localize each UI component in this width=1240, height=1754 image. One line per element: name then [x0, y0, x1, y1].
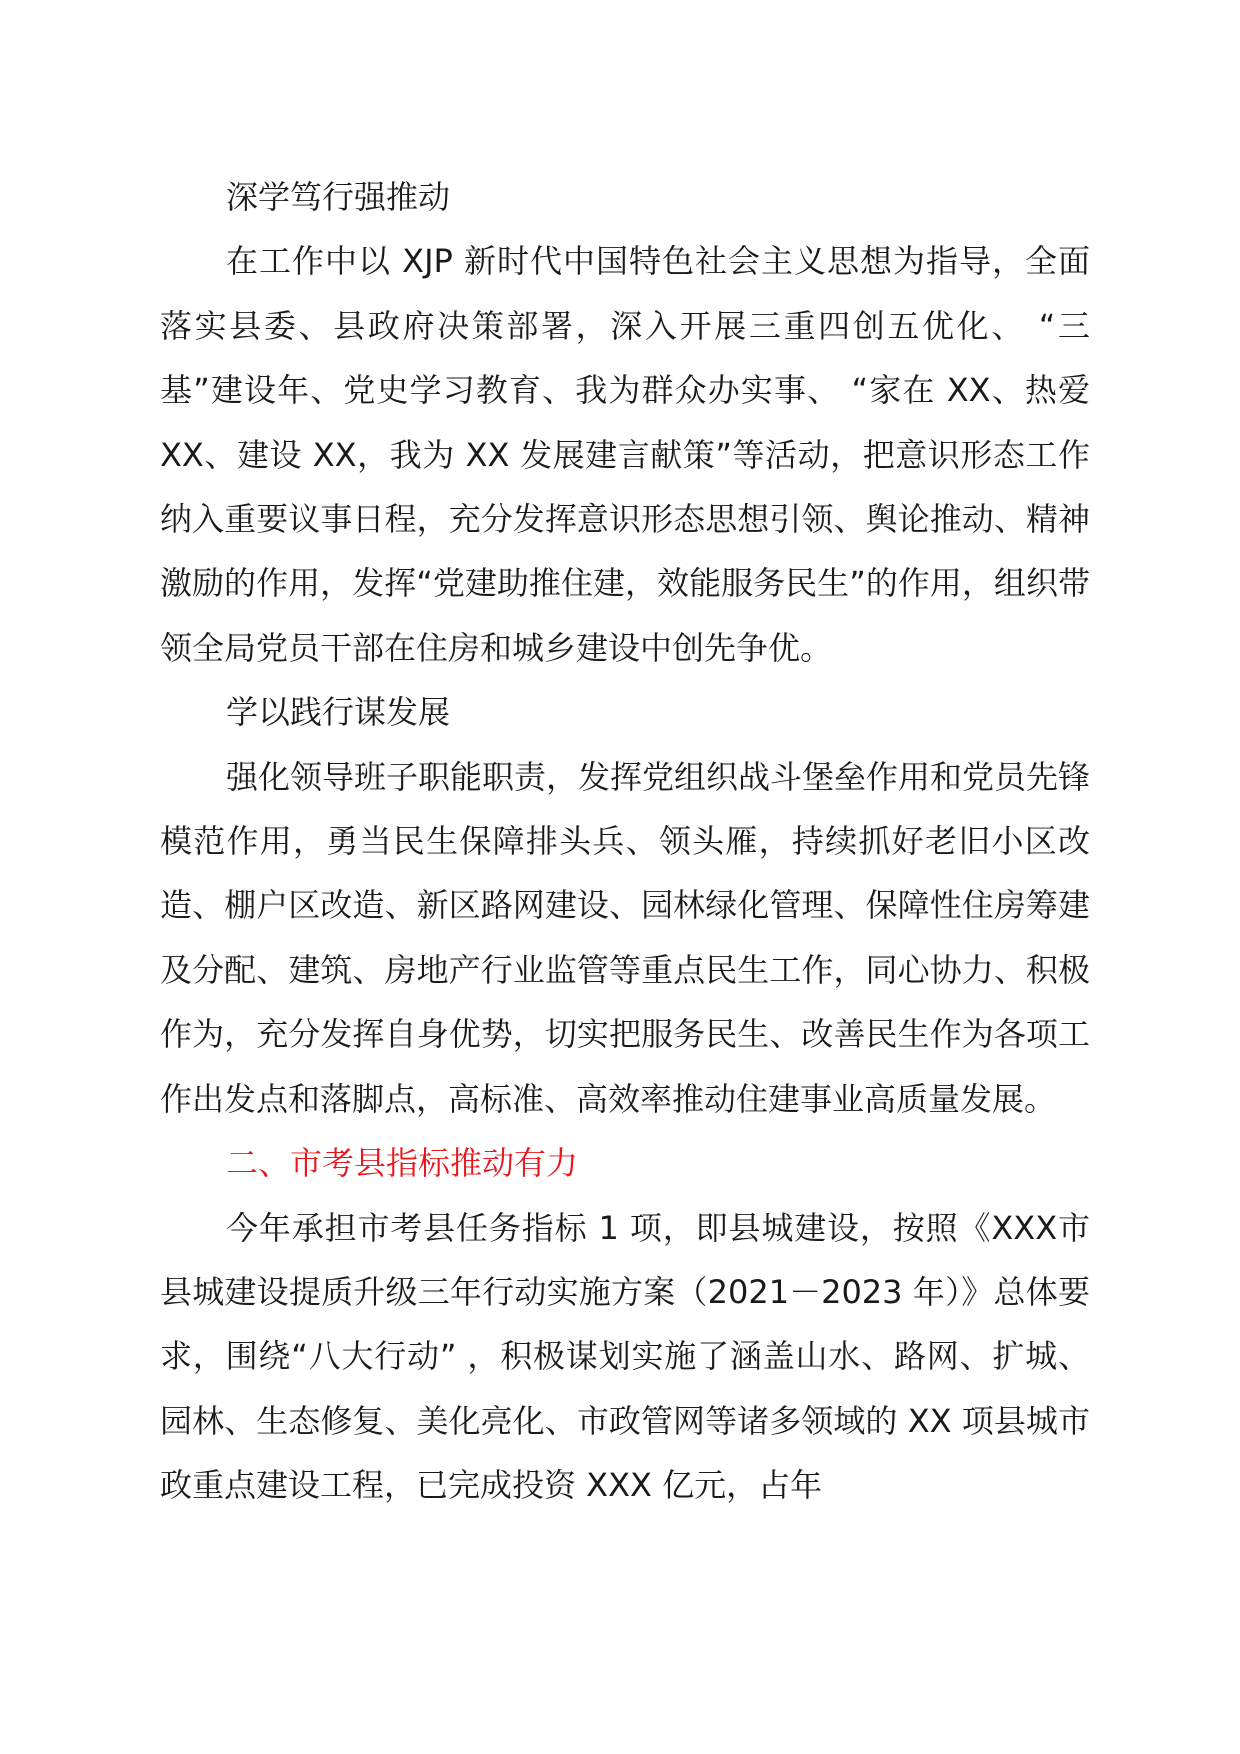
section-title-deep-study: 深学笃行强推动 [226, 178, 451, 216]
document-page [160, 165, 1090, 1518]
section-paragraph-deep-study: 在工作中以 XJP 新时代中国特色社会主义思想为指导，全面落实县委、县政府决策部署，深入开展三重四创五优化、 “三基”建设年、党史学习教育、我为群众办实事、 “家在 XX、热爱 XX、建设 XX，我为 XX 发展建言献策”等活动，把意识形态工作纳入重要议事日程，充分发挥意识形态思想引领、舆论推动、精神激励的作用，发挥“党建助推住建，效能服务民生”的作用，组织带领全局党员干部在住房和城乡建设中创先争优。 [160, 242, 1090, 667]
section-paragraph-city-county-indicators: 今年承担市考县任务指标 1 项，即县城建设，按照《XXX市县城建设提质升级三年行动实施方案（2021－2023 年）》总体要求，围绕“八大行动” ，积极谋划实施了涵盖山水、路网、扩城、园林、生态修复、美化亮化、市政管网等诸多领域的 XX 项县城市政重点建设工程，已完成投资 XXX 亿元，占年 [160, 1208, 1090, 1505]
section-paragraph-practice: 强化领导班子职能职责，发挥党组织战斗堡垒作用和党员先锋模范作用，勇当民生保障排头兵、领头雁，持续抓好老旧小区改造、棚户区改造、新区路网建设、园林绿化管理、保障性住房筹建及分配、建筑、房地产行业监管等重点民生工作，同心协力、积极作为，充分发挥自身优势，切实把服务民生、改善民生作为各项工作出发点和落脚点，高标准、高效率推动住建事业高质量发展。 [160, 757, 1091, 1118]
section-title-practice: 学以践行谋发展 [226, 693, 451, 732]
section-title-city-county-indicators: 二、市考县指标推动有力 [226, 1144, 579, 1183]
